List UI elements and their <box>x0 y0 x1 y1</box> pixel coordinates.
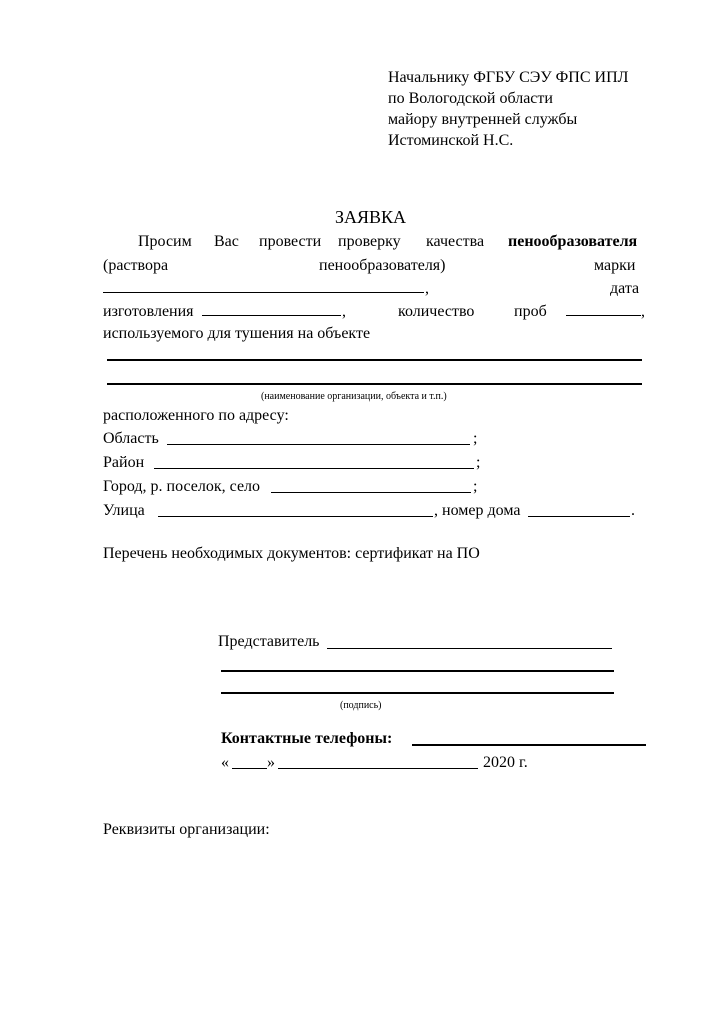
representative-label: Представитель <box>218 633 320 650</box>
word-kachestva: качества <box>426 233 485 250</box>
comma-3: , <box>641 303 645 320</box>
word-vas: Вас <box>214 233 239 250</box>
document-title: ЗАЯВКА <box>335 207 407 227</box>
word-foaming-agent: пенообразователя <box>508 233 638 250</box>
signature-field[interactable] <box>221 692 614 694</box>
word-foaming-agent-2: пенообразователя) <box>319 257 446 274</box>
city-label: Город, р. поселок, село <box>103 478 261 495</box>
addressee-line-1: Начальнику ФГБУ СЭУ ФПС ИПЛ <box>388 69 629 86</box>
addressee-line-3: майору внутренней службы <box>388 111 578 128</box>
representative-field[interactable] <box>327 648 612 649</box>
house-field[interactable] <box>528 516 630 517</box>
brand-field[interactable] <box>103 292 424 293</box>
signature-caption: (подпись) <box>340 700 382 711</box>
addressee-line-4: Истоминской Н.С. <box>388 132 514 149</box>
date-close-quote: » <box>267 754 275 771</box>
word-marki: марки <box>594 257 636 274</box>
contacts-label: Контактные телефоны: <box>221 730 393 747</box>
word-data: дата <box>610 280 640 297</box>
street-label: Улица <box>103 502 145 519</box>
city-field[interactable] <box>271 492 471 493</box>
month-field[interactable] <box>278 768 478 769</box>
word-provesti: провести <box>259 233 322 250</box>
organization-caption: (наименование организации, объекта и т.п.) <box>261 391 447 402</box>
house-end: . <box>631 502 635 519</box>
word-kolichestvo: количество <box>398 303 475 320</box>
requisites-label: Реквизиты организации: <box>103 821 270 838</box>
region-end: ; <box>473 430 478 447</box>
word-rastvora: (раствора <box>103 257 169 274</box>
district-label: Район <box>103 454 145 471</box>
word-prosim: Просим <box>138 233 192 250</box>
manufacture-date-field[interactable] <box>202 315 341 316</box>
word-proverku: проверку <box>338 233 401 250</box>
documents-line: Перечень необходимых документов: сертификат на ПО <box>103 545 480 562</box>
representative-field-2[interactable] <box>221 670 614 672</box>
date-open-quote: « <box>221 754 229 771</box>
date-year: 2020 г. <box>483 754 528 771</box>
district-field[interactable] <box>154 468 474 469</box>
comma: , <box>425 280 429 297</box>
organization-field-1[interactable] <box>107 359 642 361</box>
district-end: ; <box>476 454 481 471</box>
addressee-line-2: по Вологодской области <box>388 90 553 107</box>
contacts-field[interactable] <box>412 744 646 746</box>
word-izgotovleniya: изготовления <box>103 303 194 320</box>
organization-field-2[interactable] <box>107 383 642 385</box>
day-field[interactable] <box>232 768 267 769</box>
house-label: , номер дома <box>434 502 521 519</box>
region-label: Область <box>103 430 159 447</box>
city-end: ; <box>473 478 478 495</box>
street-field[interactable] <box>158 516 433 517</box>
comma-2: , <box>342 303 346 320</box>
word-ispolzuemogo: используемого для тушения на объекте <box>103 325 371 342</box>
sample-count-field[interactable] <box>566 315 641 316</box>
word-prob: проб <box>514 303 547 320</box>
address-intro: расположенного по адресу: <box>103 407 289 424</box>
region-field[interactable] <box>167 444 470 445</box>
